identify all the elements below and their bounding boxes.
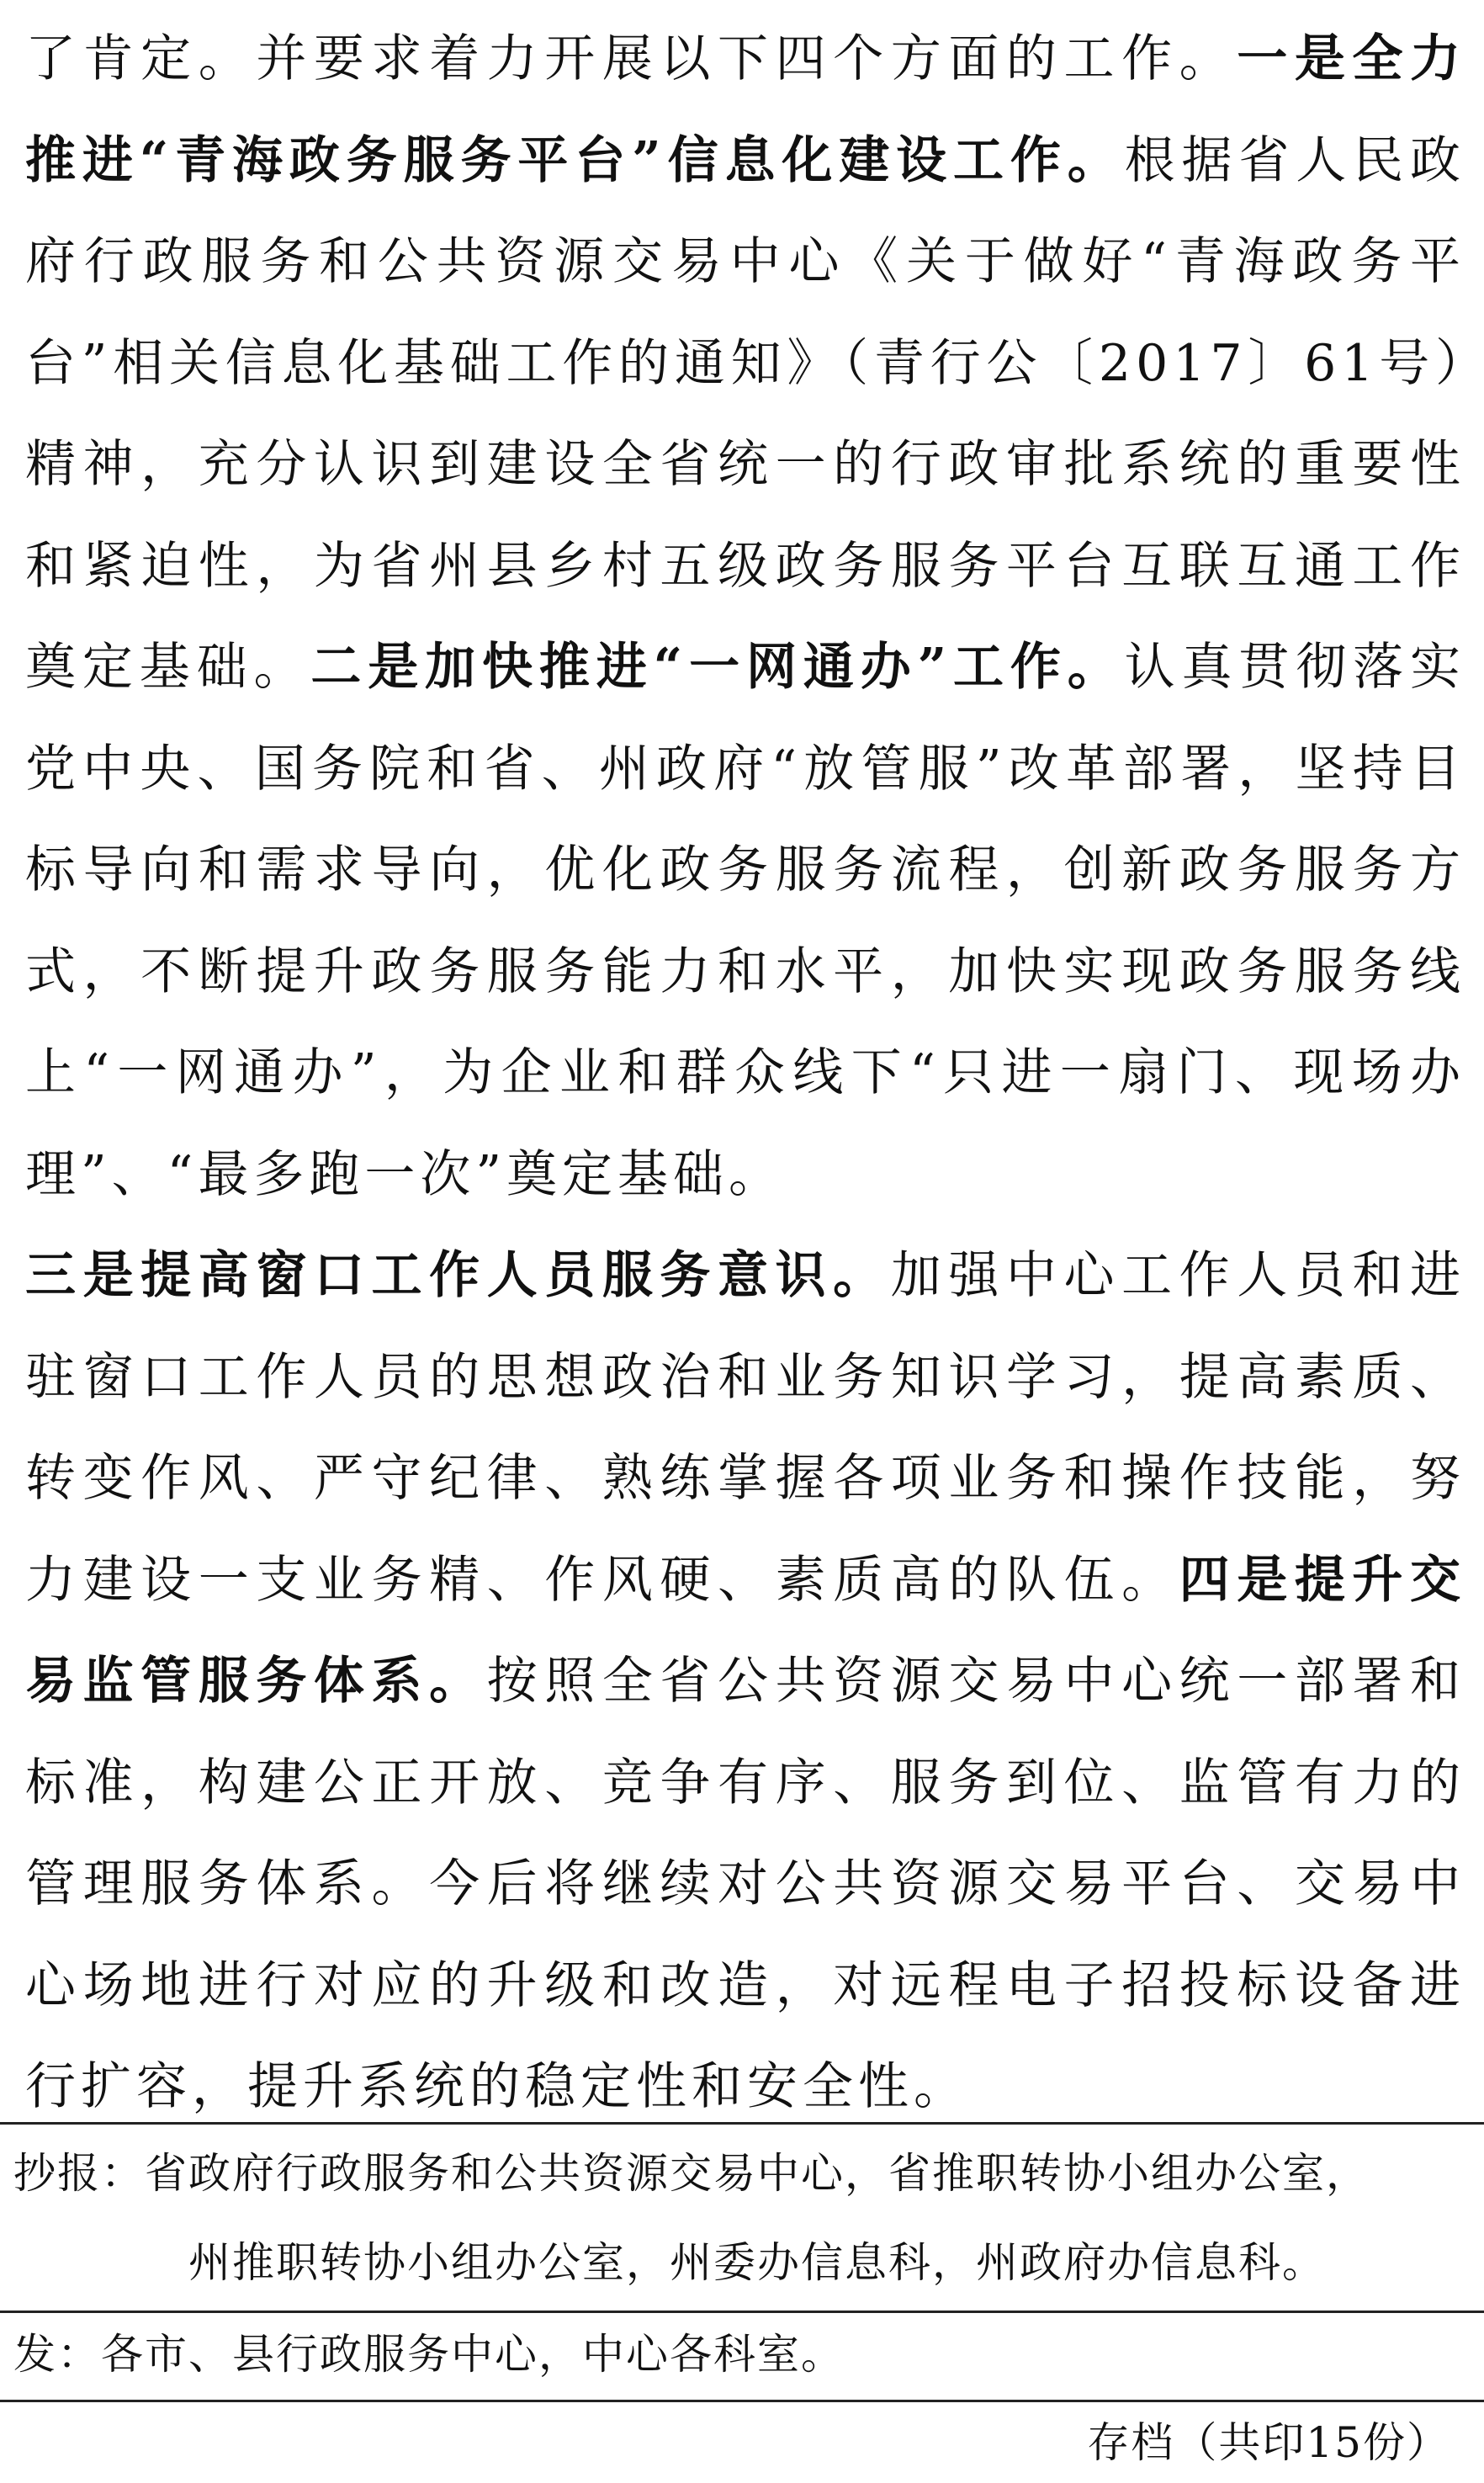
body-paragraph [25, 1225, 1465, 2138]
paragraph-text: 了肯定。并要求着力开展以下四个方面的工作。 [25, 29, 1238, 88]
paragraph-text: 认真贯彻落实党中央、国务院和省、州政府“放管服”改革部署，坚持目标导向和需求导向，优化政务服务流程，创新政务服务方式，不断提升政务服务能力和水平，加快实现政务服务线上“一网通办”，为企业和群众线下“只进一扇门、现场办理”、“最多跑一次”奠定基础。 [25, 638, 1466, 1204]
point-heading-1: 一是全力推进“青海政务服务平台”信息化建设工作。 [25, 29, 1465, 190]
document-body [25, 8, 1465, 2138]
paragraph-text: 加强中心工作人员和进驻窗口工作人员的思想政治和业务知识学习，提高素质、转变作风、严守纪律、熟练掌握各项业务和操作技能，努力建设一支业务精、作风硬、素质高的队伍。 [25, 1246, 1465, 1610]
point-heading-2: 二是加快推进“一网通办”工作。 [310, 638, 1125, 697]
cc-block [13, 2129, 1469, 2307]
cc-line: 州推职转协小组办公室，州委办信息科，州政府办信息科。 [188, 2238, 1326, 2287]
divider-bottom [0, 2400, 1484, 2402]
divider-top [0, 2122, 1484, 2125]
paragraph-text: 根据省人民政府行政服务和公共资源交易中心《关于做好“青海政务平台”相关信息化基础工作的通知》（青行公〔2017〕61号）精神，充分认识到建设全省统一的行政审批系统的重要性和紧迫性，为省州县乡村五级政务服务平台互联互通工作奠定基础。 [25, 130, 1466, 697]
point-heading-3: 三是提高窗口工作人员服务意识。 [25, 1246, 891, 1305]
divider-middle [0, 2311, 1484, 2313]
point-heading-4: 四是提升交易监管服务体系。 [25, 1550, 1466, 1711]
body-paragraph [25, 8, 1465, 1225]
archive-note: 存档（共印15份） [1087, 2418, 1450, 2467]
cc-line: 抄报：省政府行政服务和公共资源交易中心，省推职转协小组办公室， [13, 2149, 1370, 2198]
distribution-line: 发：各市、县行政服务中心，中心各科室。 [13, 2330, 845, 2379]
paragraph-text: 按照全省公共资源交易中心统一部署和标准，构建公正开放、竞争有序、服务到位、监管有力的管理服务体系。今后将继续对公共资源交易平台、交易中心场地进行对应的升级和改造，对远程电子招投标设备进行扩容，提升系统的稳定性和安全性。 [25, 1652, 1466, 2116]
